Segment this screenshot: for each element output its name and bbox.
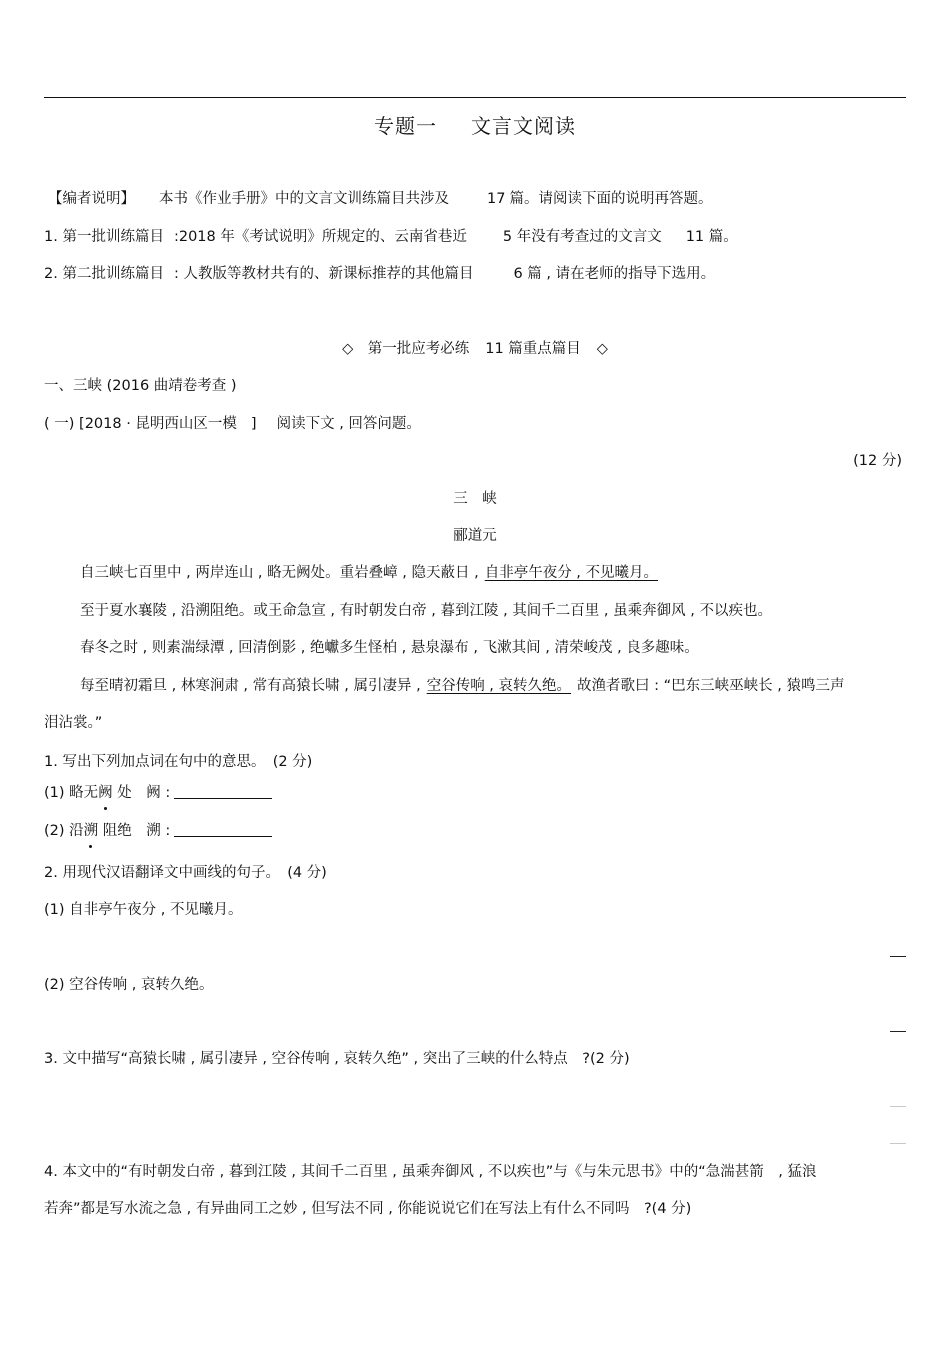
unit-score: (12 分): [853, 453, 902, 469]
answer-line-mark: [890, 956, 906, 957]
section-heading: ◇ 第一批应考必练 11 篇重点篇目 ◇: [342, 341, 608, 357]
underlined-sentence-2: 空谷传响 , 哀转久绝。: [426, 678, 572, 694]
unit-source: ( 一) [2018 · 昆明西山区一模 ] 阅读下文 , 回答问题。: [44, 416, 421, 432]
passage-para-2: 至于夏水襄陵 , 沿溯阻绝。或王命急宣 , 有时朝发白帝 , 暮到江陵 , 其间千二百里 , 虽乘奔御风 , 不以疾也。: [80, 603, 772, 619]
title-right: 文言文阅读: [471, 114, 576, 138]
question-3: 3. 文中描写“高猿长啸 , 属引凄异 , 空谷传响 , 哀转久绝” , 突出了三峡的什么特点 ?(2 分): [44, 1051, 630, 1067]
passage-para-3: 春冬之时 , 则素湍绿潭 , 回清倒影 , 绝巘多生怪柏 , 悬泉瀑布 , 飞漱其间 , 清荣峻茂 , 良多趣味。: [80, 640, 699, 656]
passage-title: 三 峡: [453, 491, 497, 507]
page-title: [0, 110, 950, 139]
answer-line-mark: [890, 1031, 906, 1032]
question-2: 2. 用现代汉语翻译文中画线的句子。 (4 分): [44, 865, 327, 881]
batch-1: 1. 第一批训练篇目 :2018 年《考试说明》所规定的、云南省巷近 5 年没有考查过的文言文 11 篇。: [44, 229, 738, 245]
top-rule: [44, 97, 906, 98]
question-2-item-1: (1) 自非亭午夜分 , 不见曦月。: [44, 902, 243, 918]
question-1-item-2: (2) 沿溯 阻绝 溯 :: [44, 821, 272, 841]
title-left: 专题一: [374, 114, 437, 138]
unit-title: 一、三峡 (2016 曲靖卷考查 ): [44, 378, 237, 394]
passage-para-4-cont: 泪沾裳。”: [44, 715, 103, 731]
question-4-line-1: 4. 本文中的“有时朝发白帝 , 暮到江陵 , 其间千二百里 , 虽乘奔御风 , 不以疾也”与《与朱元思书》中的“急湍甚箭 , 猛浪: [44, 1164, 817, 1180]
batch-2: 2. 第二批训练篇目 : 人教版等教材共有的、新课标推荐的其他篇目 6 篇 , 请在老师的指导下选用。: [44, 266, 716, 282]
editor-note-label: 【编者说明】: [48, 191, 135, 207]
answer-blank-2[interactable]: [174, 822, 272, 837]
passage-author: 郦道元: [453, 528, 497, 544]
answer-blank-1[interactable]: [174, 784, 272, 799]
emphasis-dot-char: 溯: [83, 823, 99, 839]
underlined-sentence-1: 自非亭午夜分 , 不见曦月。: [484, 565, 659, 581]
question-2-item-2: (2) 空谷传响 , 哀转久绝。: [44, 977, 214, 993]
answer-line-mark: [890, 1106, 906, 1107]
passage-para-1: 自三峡七百里中 , 两岸连山 , 略无阙处。重岩叠嶂 , 隐天蔽日 , 自非亭午夜分 , 不见曦月。: [80, 565, 659, 581]
question-4-line-2: 若奔”都是写水流之急 , 有异曲同工之妙 , 但写法不同 , 你能说说它们在写法上有什么不同吗 ?(4 分): [44, 1201, 692, 1217]
editor-note: 【编者说明】 本书《作业手册》中的文言文训练篇目共涉及 17 篇。请阅读下面的说明再答题。: [48, 191, 713, 207]
emphasis-dot-char: 阙: [98, 785, 113, 801]
passage-para-4: 每至晴初霜旦 , 林寒涧肃 , 常有高猿长啸 , 属引凄异 , 空谷传响 , 哀转久绝。 故渔者歌曰 : “巴东三峡巫峡长 , 猿鸣三声: [80, 678, 845, 694]
question-1-item-1: (1) 略无阙 处 阙 :: [44, 783, 272, 803]
question-1: 1. 写出下列加点词在句中的意思。 (2 分): [44, 754, 313, 770]
answer-line-mark: [890, 1143, 906, 1144]
